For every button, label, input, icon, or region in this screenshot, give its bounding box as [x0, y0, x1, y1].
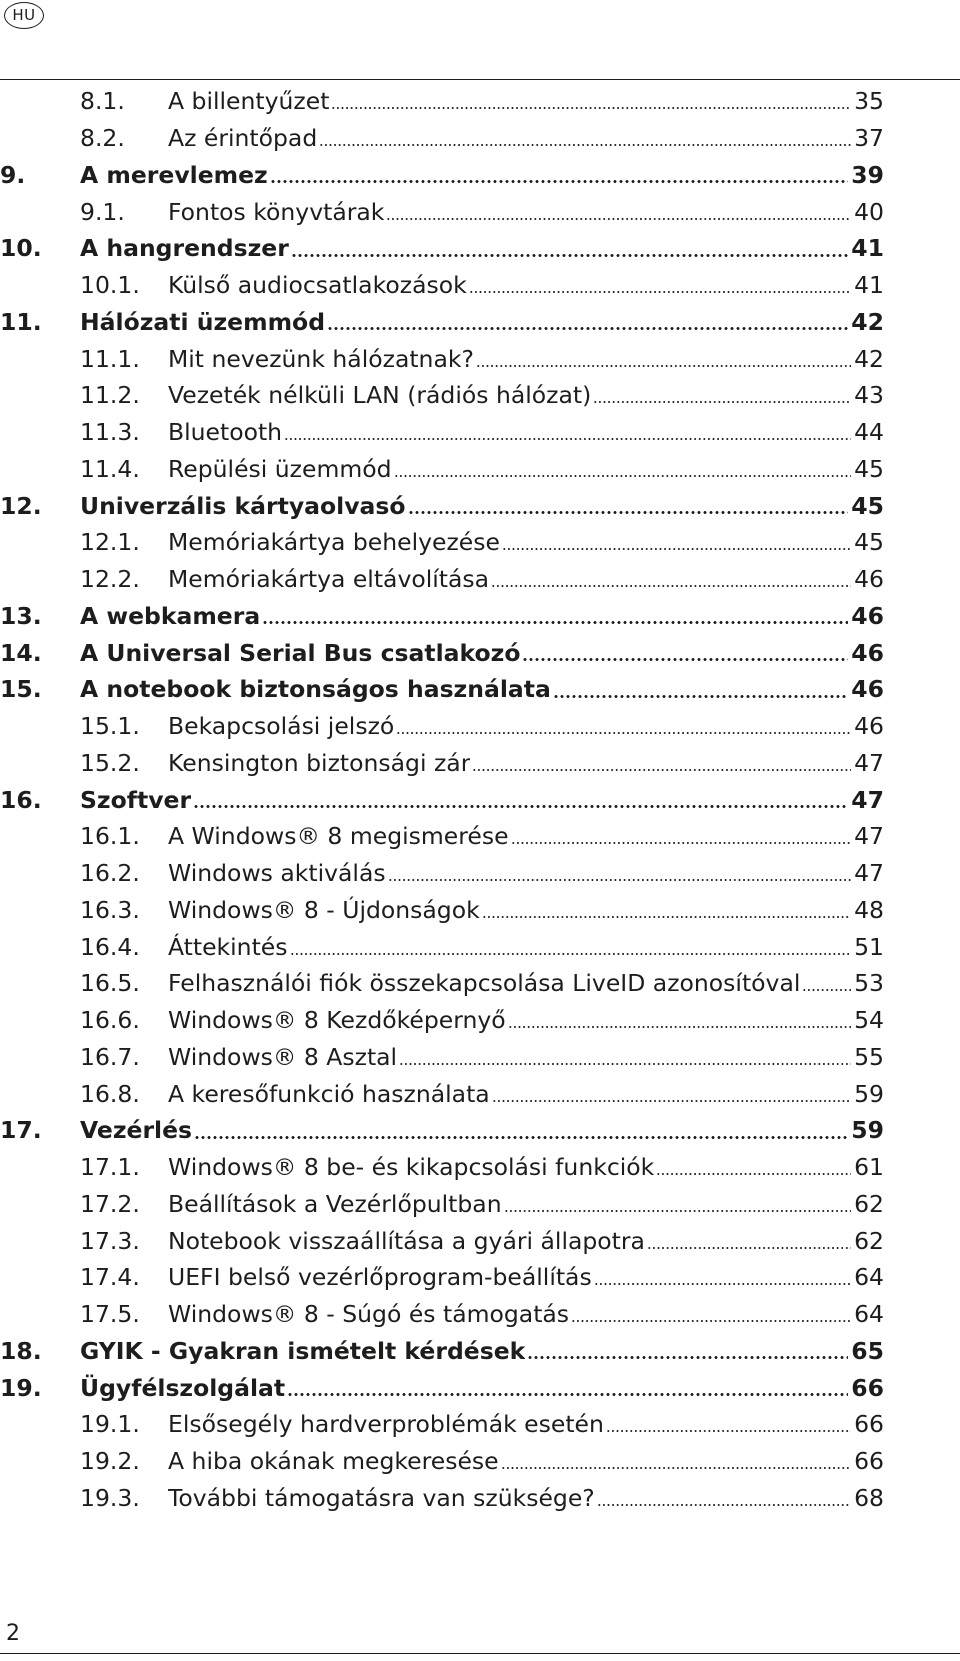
toc-entry-page: 45	[854, 528, 884, 557]
dot-leader	[287, 1393, 848, 1396]
toc-entry-page: 51	[854, 932, 884, 961]
toc-entry-page: 47	[854, 859, 884, 888]
dot-leader	[284, 438, 851, 440]
toc-entry-page: 46	[851, 638, 884, 667]
toc-entry-title: További támogatásra van szüksége?	[168, 1483, 595, 1512]
toc-entry-title: Vezérlés	[80, 1116, 193, 1145]
toc-chapter-entry[interactable]	[0, 487, 884, 524]
toc-entry-page: 42	[851, 307, 884, 336]
toc-chapter-entry[interactable]	[0, 634, 884, 671]
dot-leader	[388, 879, 851, 881]
toc-entry-title: Vezeték nélküli LAN (rádiós hálózat)	[168, 381, 592, 410]
toc-entry-page: 54	[854, 1006, 884, 1035]
toc-entry-title: Memóriakártya eltávolítása	[168, 565, 490, 594]
toc-entry-title: Windows® 8 Asztal	[168, 1042, 398, 1071]
toc-entry-number: 12.	[0, 491, 42, 520]
language-badge: HU	[4, 2, 44, 29]
toc-entry-page: 46	[854, 712, 884, 741]
toc-entry-title: A Universal Serial Bus csatlakozó	[80, 638, 521, 667]
toc-entry-number: 16.6.	[80, 1006, 140, 1035]
footer-divider	[0, 1653, 960, 1654]
toc-entry-page: 47	[854, 748, 884, 777]
dot-leader	[262, 621, 848, 624]
toc-entry-number: 15.1.	[80, 712, 140, 741]
toc-section-entry[interactable]	[0, 561, 884, 598]
toc-entry-title: Külső audiocsatlakozások	[168, 271, 467, 300]
toc-entry-title: Ügyfélszolgálat	[80, 1373, 286, 1402]
toc-entry-page: 46	[851, 601, 884, 630]
toc-entry-title: Windows® 8 - Súgó és támogatás	[168, 1300, 570, 1329]
toc-entry-number: 15.2.	[80, 748, 140, 777]
toc-entry-page: 46	[854, 565, 884, 594]
toc-section-entry[interactable]	[0, 1480, 884, 1517]
toc-section-entry[interactable]	[0, 818, 884, 855]
toc-entry-title: Mit nevezünk hálózatnak?	[168, 344, 474, 373]
toc-entry-page: 55	[854, 1042, 884, 1071]
toc-entry-number: 16.8.	[80, 1079, 140, 1108]
toc-entry-page: 62	[854, 1189, 884, 1218]
toc-entry-page: 64	[854, 1300, 884, 1329]
toc-section-entry[interactable]	[0, 1222, 884, 1259]
toc-entry-page: 65	[851, 1336, 884, 1365]
dot-leader	[408, 511, 849, 514]
toc-entry-number: 19.3.	[80, 1483, 140, 1512]
toc-chapter-entry[interactable]	[0, 598, 884, 635]
toc-entry-number: 18.	[0, 1336, 42, 1365]
dot-leader	[522, 658, 848, 661]
toc-entry-title: Hálózati üzemmód	[80, 307, 326, 336]
toc-section-entry[interactable]	[0, 745, 884, 782]
dot-leader	[291, 254, 849, 257]
dot-leader	[492, 1100, 851, 1102]
toc-entry-number: 17.5.	[80, 1300, 140, 1329]
toc-section-entry[interactable]	[0, 414, 884, 451]
toc-entry-number: 19.1.	[80, 1410, 140, 1439]
toc-entry-number: 11.4.	[80, 454, 140, 483]
dot-leader	[290, 953, 852, 955]
toc-entry-number: 19.2.	[80, 1447, 140, 1476]
toc-entry-title: Áttekintés	[168, 932, 288, 961]
toc-entry-title: Elsősegély hardverproblémák esetén	[168, 1410, 604, 1439]
toc-entry-page: 61	[854, 1153, 884, 1182]
dot-leader	[647, 1247, 851, 1249]
toc-entry-page: 45	[854, 454, 884, 483]
toc-entry-number: 16.3.	[80, 895, 140, 924]
toc-entry-page: 35	[854, 87, 884, 116]
toc-entry-number: 15.	[0, 675, 42, 704]
toc-entry-number: 11.2.	[80, 381, 140, 410]
toc-entry-title: Windows® 8 - Újdonságok	[168, 895, 480, 924]
dot-leader	[394, 475, 852, 477]
toc-chapter-entry[interactable]	[0, 157, 884, 194]
dot-leader	[472, 769, 851, 771]
toc-entry-title: UEFI belső vezérlőprogram-beállítás	[168, 1263, 592, 1292]
toc-section-entry[interactable]	[0, 267, 884, 304]
dot-leader	[482, 916, 851, 918]
dot-leader	[571, 1320, 851, 1322]
toc-entry-page: 59	[851, 1116, 884, 1145]
toc-entry-number: 13.	[0, 601, 42, 630]
toc-section-entry[interactable]	[0, 1296, 884, 1333]
toc-entry-number: 17.1.	[80, 1153, 140, 1182]
toc-entry-page: 37	[854, 124, 884, 153]
dot-leader	[193, 805, 848, 808]
toc-entry-title: GYIK - Gyakran ismételt kérdések	[80, 1336, 526, 1365]
dot-leader	[502, 548, 851, 550]
toc-entry-number: 12.2.	[80, 565, 140, 594]
toc-section-entry[interactable]	[0, 451, 884, 488]
dot-leader	[319, 144, 851, 146]
toc-entry-title: Bekapcsolási jelszó	[168, 712, 395, 741]
dot-leader	[386, 218, 851, 220]
toc-section-entry[interactable]	[0, 524, 884, 561]
toc-entry-number: 11.3.	[80, 418, 140, 447]
toc-chapter-entry[interactable]	[0, 671, 884, 708]
toc-entry-title: A webkamera	[80, 601, 261, 630]
toc-entry-number: 16.	[0, 785, 42, 814]
toc-entry-page: 68	[854, 1483, 884, 1512]
dot-leader	[511, 842, 852, 844]
toc-section-entry[interactable]	[0, 1259, 884, 1296]
toc-chapter-entry[interactable]	[0, 304, 884, 341]
toc-entry-number: 16.7.	[80, 1042, 140, 1071]
toc-section-entry[interactable]	[0, 1002, 884, 1039]
toc-entry-page: 62	[854, 1226, 884, 1255]
header-divider	[0, 79, 960, 80]
toc-entry-number: 10.	[0, 234, 42, 263]
toc-section-entry[interactable]	[0, 120, 884, 157]
toc-entry-title: Bluetooth	[168, 418, 283, 447]
dot-leader	[594, 1283, 851, 1285]
toc-entry-number: 16.4.	[80, 932, 140, 961]
dot-leader	[593, 401, 851, 403]
toc-entry-title: Notebook visszaállítása a gyári állapotra	[168, 1226, 645, 1255]
toc-entry-number: 16.1.	[80, 822, 140, 851]
toc-entry-number: 8.1.	[80, 87, 125, 116]
toc-entry-page: 53	[854, 969, 884, 998]
toc-entry-page: 66	[854, 1447, 884, 1476]
dot-leader	[606, 1430, 851, 1432]
toc-entry-page: 47	[854, 822, 884, 851]
toc-entry-page: 66	[851, 1373, 884, 1402]
dot-leader	[491, 585, 851, 587]
toc-entry-number: 14.	[0, 638, 42, 667]
toc-entry-page: 44	[854, 418, 884, 447]
toc-entry-title: Repülési üzemmód	[168, 454, 392, 483]
dot-leader	[327, 327, 848, 330]
toc-entry-title: A billentyűzet	[168, 87, 330, 116]
dot-leader	[476, 365, 851, 367]
toc-entry-title: A Windows® 8 megismerése	[168, 822, 509, 851]
toc-section-entry[interactable]	[0, 83, 884, 120]
dot-leader	[501, 1467, 851, 1469]
toc-entry-number: 9.	[0, 160, 26, 189]
toc-entry-number: 17.3.	[80, 1226, 140, 1255]
dot-leader	[508, 1026, 851, 1028]
toc-entry-title: Windows® 8 Kezdőképernyő	[168, 1006, 506, 1035]
dot-leader	[194, 1136, 848, 1139]
toc-section-entry[interactable]	[0, 1149, 884, 1186]
dot-leader	[527, 1356, 848, 1359]
toc-entry-title: Univerzális kártyaolvasó	[80, 491, 406, 520]
toc-entry-number: 17.	[0, 1116, 42, 1145]
toc-entry-page: 43	[854, 381, 884, 410]
toc-entry-title: Memóriakártya behelyezése	[168, 528, 500, 557]
toc-entry-title: A merevlemez	[80, 160, 268, 189]
toc-entry-page: 48	[854, 895, 884, 924]
toc-entry-number: 16.5.	[80, 969, 140, 998]
toc-section-entry[interactable]	[0, 340, 884, 377]
dot-leader	[399, 1063, 851, 1065]
toc-chapter-entry[interactable]	[0, 1369, 884, 1406]
toc-section-entry[interactable]	[0, 708, 884, 745]
toc-entry-number: 12.1.	[80, 528, 140, 557]
dot-leader	[469, 291, 851, 293]
toc-entry-title: Beállítások a Vezérlőpultban	[168, 1189, 502, 1218]
toc-entry-page: 47	[851, 785, 884, 814]
toc-entry-number: 11.	[0, 307, 42, 336]
toc-chapter-entry[interactable]	[0, 1112, 884, 1149]
toc-entry-title: A notebook biztonságos használata	[80, 675, 551, 704]
toc-entry-number: 10.1.	[80, 271, 140, 300]
dot-leader	[802, 989, 851, 991]
toc-entry-title: Felhasználói fiók összekapcsolása LiveID azonosítóval	[168, 969, 801, 998]
dot-leader	[331, 107, 851, 109]
toc-entry-page: 40	[854, 197, 884, 226]
toc-entry-title: Windows® 8 be- és kikapcsolási funkciók	[168, 1153, 655, 1182]
toc-entry-number: 8.2.	[80, 124, 125, 153]
dot-leader	[504, 1210, 852, 1212]
toc-entry-title: Szoftver	[80, 785, 192, 814]
toc-section-entry[interactable]	[0, 855, 884, 892]
toc-entry-number: 16.2.	[80, 859, 140, 888]
toc-chapter-entry[interactable]	[0, 230, 884, 267]
page-number: 2	[6, 1621, 20, 1646]
toc-entry-title: Az érintőpad	[168, 124, 318, 153]
toc-section-entry[interactable]	[0, 1186, 884, 1223]
dot-leader	[597, 1504, 851, 1506]
toc-entry-title: A hangrendszer	[80, 234, 289, 263]
toc-entry-number: 17.2.	[80, 1189, 140, 1218]
toc-entry-number: 9.1.	[80, 197, 125, 226]
toc-section-entry[interactable]	[0, 1039, 884, 1076]
toc-entry-title: Fontos könyvtárak	[168, 197, 385, 226]
toc-entry-title: A keresőfunkció használata	[168, 1079, 490, 1108]
toc-section-entry[interactable]	[0, 193, 884, 230]
toc-entry-page: 42	[854, 344, 884, 373]
toc-entry-title: Windows aktiválás	[168, 859, 386, 888]
toc-chapter-entry[interactable]	[0, 1333, 884, 1370]
toc-entry-page: 59	[854, 1079, 884, 1108]
toc-entry-number: 17.4.	[80, 1263, 140, 1292]
toc-entry-number: 11.1.	[80, 344, 140, 373]
toc-entry-page: 41	[854, 271, 884, 300]
dot-leader	[656, 1173, 851, 1175]
dot-leader	[396, 732, 851, 734]
toc-section-entry[interactable]	[0, 965, 884, 1002]
toc-entry-page: 46	[851, 675, 884, 704]
toc-entry-page: 41	[851, 234, 884, 263]
toc-section-entry[interactable]	[0, 928, 884, 965]
toc-entry-page: 64	[854, 1263, 884, 1292]
toc-entry-page: 45	[851, 491, 884, 520]
toc-section-entry[interactable]	[0, 1406, 884, 1443]
table-of-contents	[0, 83, 884, 1516]
dot-leader	[553, 695, 848, 698]
dot-leader	[270, 180, 849, 183]
toc-section-entry[interactable]	[0, 1443, 884, 1480]
toc-entry-page: 39	[851, 160, 884, 189]
toc-section-entry[interactable]	[0, 377, 884, 414]
toc-entry-number: 19.	[0, 1373, 42, 1402]
toc-entry-title: A hiba okának megkeresése	[168, 1447, 499, 1476]
toc-entry-title: Kensington biztonsági zár	[168, 748, 471, 777]
toc-section-entry[interactable]	[0, 892, 884, 929]
toc-section-entry[interactable]	[0, 1075, 884, 1112]
toc-entry-page: 66	[854, 1410, 884, 1439]
toc-chapter-entry[interactable]	[0, 781, 884, 818]
